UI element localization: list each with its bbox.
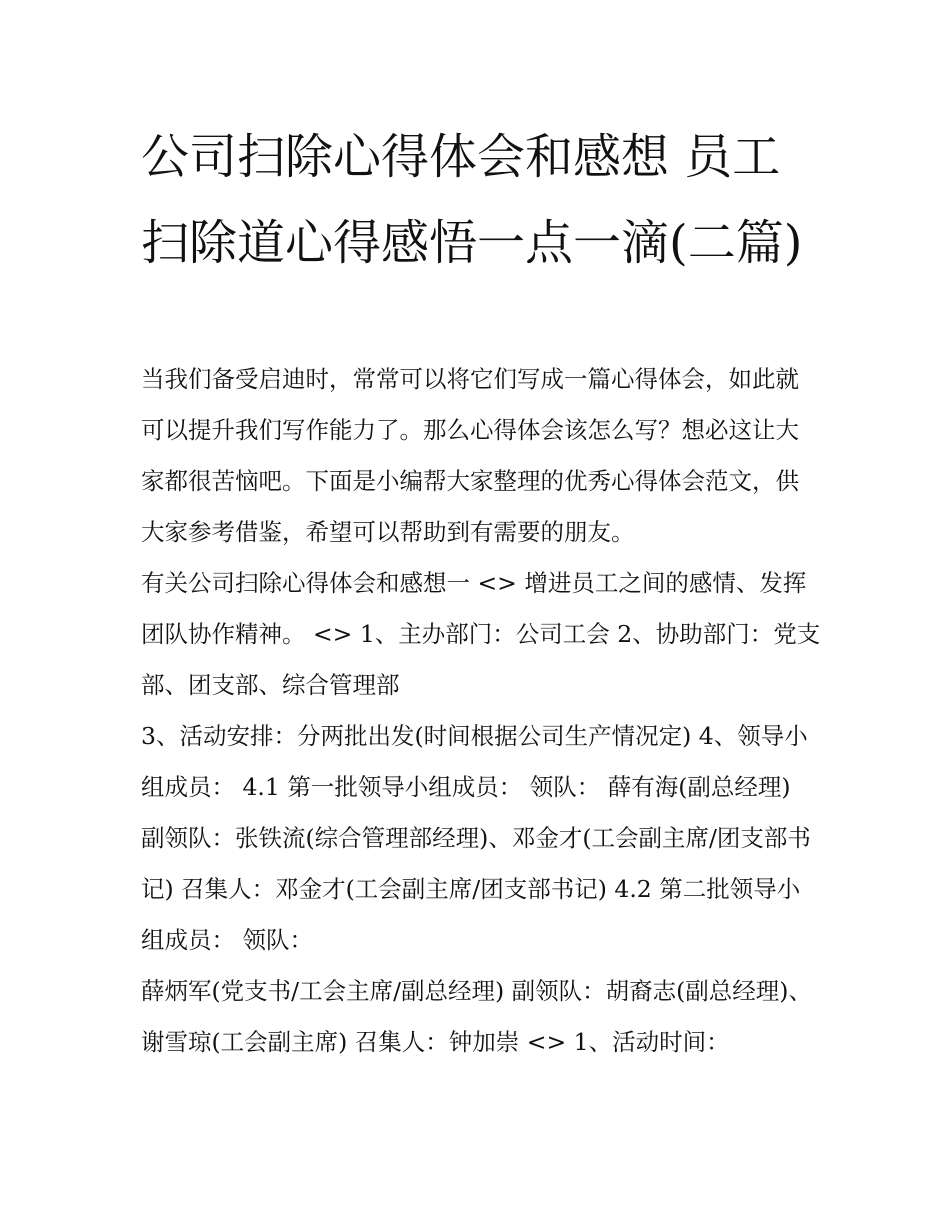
paragraph-intro: 当我们备受启迪时，常常可以将它们写成一篇心得体会，如此就可以提升我们写作能力了。那么心得体会该怎么写？想必这让大家都很苦恼吧。下面是小编帮大家整理的优秀心得体会范文，供大家参考借鉴，希望可以帮助到有需要的朋友。 (141, 365, 799, 546)
paragraph-second-batch: 薛炳军(党支书/工会主席/副总经理) 副领队：胡裔志(副总经理)、谢雪琼(工会副主席) 召集人：钟加崇 <> 1、活动时间： (141, 977, 812, 1056)
document-body (141, 354, 821, 1068)
paragraph-purpose-organizers: 有关公司扫除心得体会和感想一 <> 增进员工之间的感情、发挥团队协作精神。 <> 1、主办部门：公司工会 2、协助部门：党支部、团支部、综合管理部 (141, 569, 821, 699)
paragraph-deputy-leaders: 副领队：张铁流(综合管理部经理)、邓金才(工会副主席/团支部书记) 召集人：邓金才(工会副主席/团支部书记) 4.2 第二批领导小组成员： 领队： (141, 824, 811, 954)
paragraph-schedule-leaders: 3、活动安排：分两批出发(时间根据公司生产情况定) 4、领导小组成员： 4.1 第一批领导小组成员： 领队： 薛有海(副总经理) (141, 722, 808, 801)
document-title: 公司扫除心得体会和感想 员工扫除道心得感悟一点一滴(二篇) (141, 129, 803, 271)
